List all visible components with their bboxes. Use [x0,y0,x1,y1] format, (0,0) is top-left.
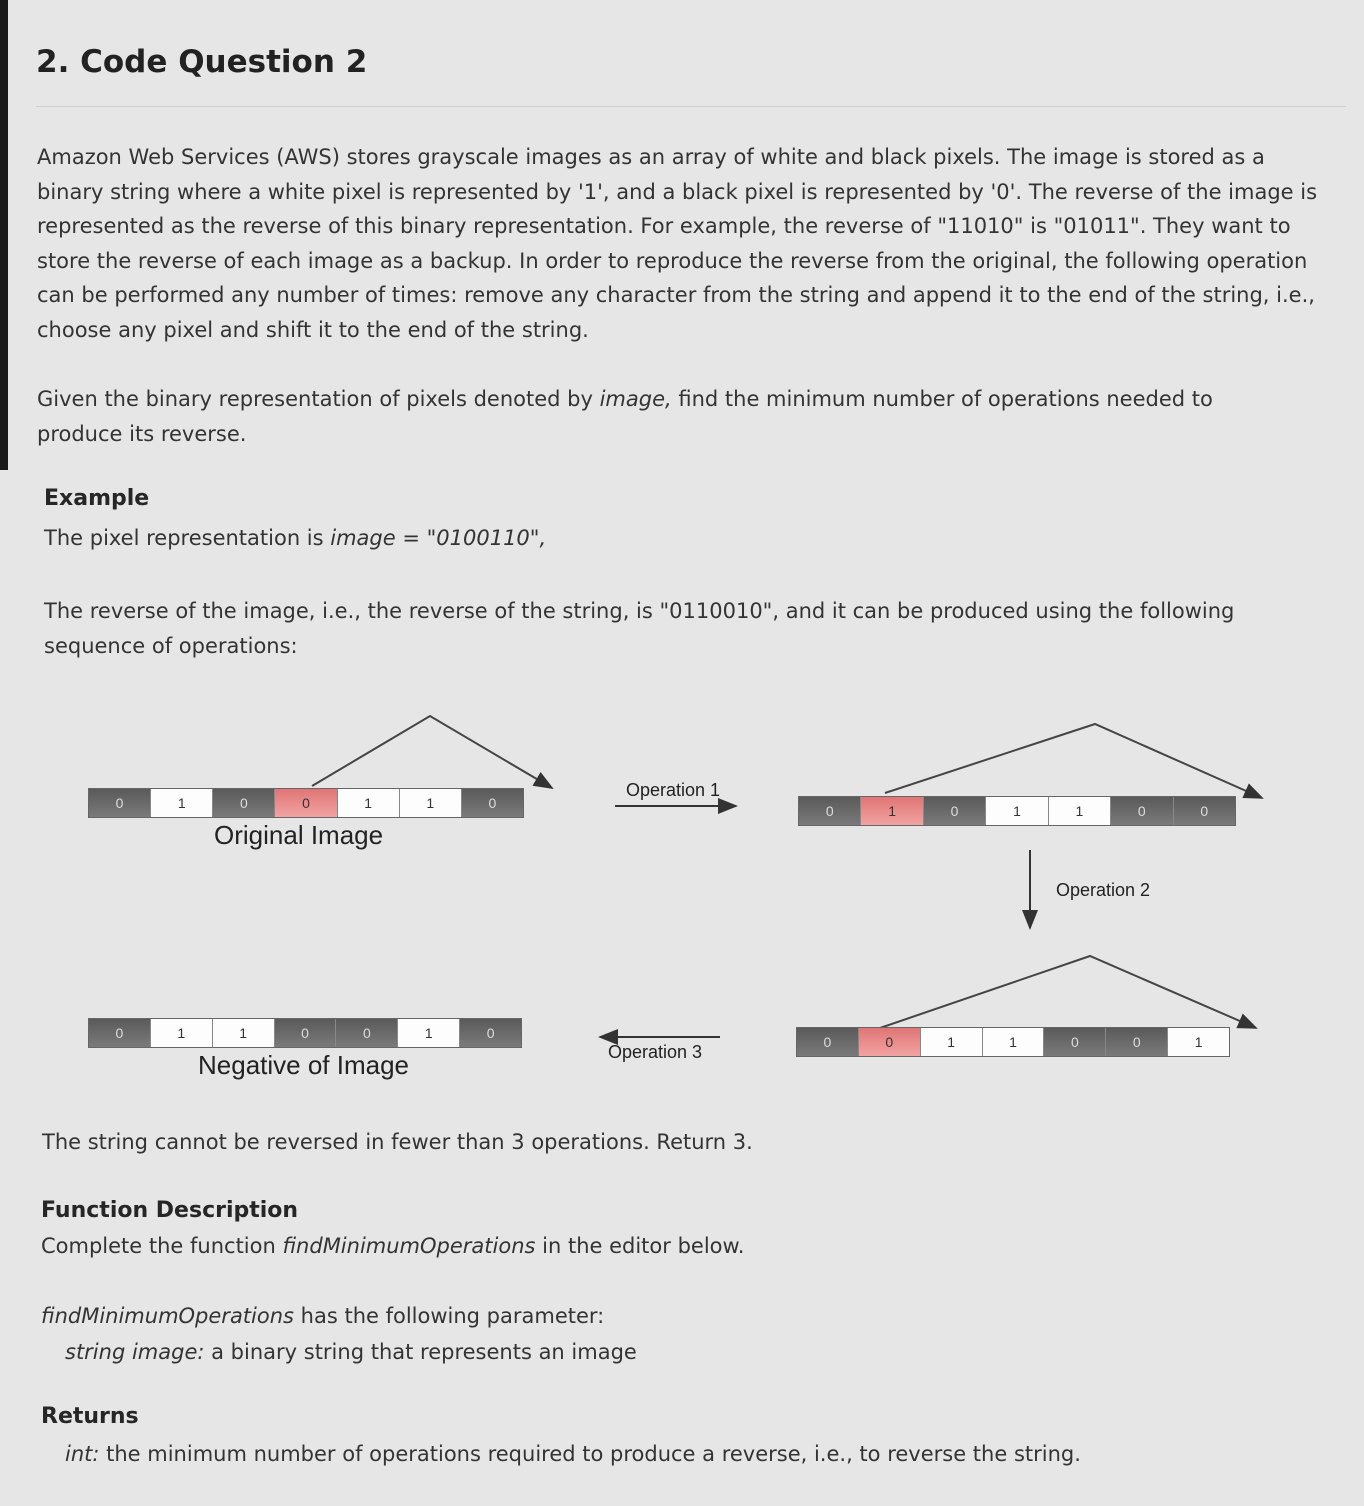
pixel-cell: 1 [399,789,461,817]
problem-intro: Amazon Web Services (AWS) stores grayscale images as an array of white and black pixels. The image is stored as a binary string where a white pixel is represented by '1', and a black pixel is represented by '0'. The reverse of the image is represented as the reverse of this binary representation. For example, the reverse of "11010" is "01011". They want to store the reverse of each image as a backup. In order to reproduce the reverse from the original, the following operation can be performed any number of times: remove any character from the string and append it to the end of the string, i.e., choose any pixel and shift it to the end of the string. [37,145,1318,342]
returns-heading: Returns [41,1404,139,1429]
original-image-label: Original Image [214,820,384,850]
pixel-cell: 0 [274,789,336,817]
pixel-cell: 0 [335,1019,397,1047]
pixel-cell: 1 [1167,1028,1229,1056]
parameter-intro [41,1304,604,1328]
pixel-cell: 0 [1110,797,1172,825]
example-code: image = "0100110", [330,526,547,550]
pixel-cell: 0 [1173,797,1235,825]
step2-strip [796,1027,1230,1057]
pixel-cell: 0 [459,1019,521,1047]
pixel-cell: 0 [1105,1028,1167,1056]
pixel-cell: 1 [920,1028,982,1056]
pixel-cell: 1 [150,789,212,817]
pixel-cell: 1 [397,1019,459,1047]
pixel-cell: 0 [274,1019,336,1047]
pixel-cell: 1 [212,1019,274,1047]
step1-strip [798,796,1236,826]
problem-statement [37,382,1277,451]
example-reverse-text: The reverse of the image, i.e., the reverse of the string, is "0110010", and it can be produced using the following sequence of operations: [44,599,1235,658]
original-image-strip [88,788,524,818]
operation3-label: Operation 3 [608,1042,703,1062]
pixel-cell: 0 [212,789,274,817]
pixel-cell: 1 [860,797,922,825]
param-text: a binary string that represents an image [204,1340,637,1364]
pixel-cell: 0 [461,789,523,817]
pixel-cell: 0 [797,1028,858,1056]
pixel-cell: 1 [337,789,399,817]
pixel-cell: 0 [799,797,860,825]
operations-diagram [0,700,1364,1100]
pixel-cell: 1 [150,1019,212,1047]
given-text-before: Given the binary representation of pixels denoted by [37,387,600,411]
example-line-before: The pixel representation is [44,526,331,550]
negative-image-label: Negative of Image [198,1050,410,1080]
parameter-line [65,1340,637,1364]
page-title: 2. Code Question 2 [36,44,368,80]
left-accent-bar [0,0,8,470]
param-function-name: findMinimumOperations [41,1304,294,1328]
given-term: image, [599,387,672,411]
operation2-label: Operation 2 [1056,880,1151,900]
param-term: string image: [65,1340,205,1364]
operation1-label: Operation 1 [626,780,721,800]
pixel-cell: 0 [1043,1028,1105,1056]
example-line [44,526,546,550]
negative-image-strip [88,1018,522,1048]
move-arc-step2 [880,956,1256,1028]
pixel-cell: 0 [89,1019,150,1047]
result-text: The string cannot be reversed in fewer than 3 operations. Return 3. [42,1130,753,1154]
move-arc-step1 [885,724,1262,798]
returns-desc: the minimum number of operations required to produce a reverse, i.e., to reverse the string. [99,1442,1081,1466]
function-description-heading: Function Description [41,1198,299,1223]
pixel-cell: 1 [982,1028,1044,1056]
pixel-cell: 0 [89,789,150,817]
returns-term: int: [65,1442,100,1466]
pixel-cell: 1 [1048,797,1110,825]
fd-function-name: findMinimumOperations [282,1234,536,1258]
pixel-cell: 0 [923,797,985,825]
example-heading: Example [44,486,150,511]
title-divider [36,106,1346,107]
move-arc-original [312,716,552,788]
pixel-cell: 1 [985,797,1047,825]
fd-text-after: in the editor below. [535,1234,745,1258]
function-description-text [41,1234,744,1258]
given-text-after: find the minimum number of operations needed to produce its reverse. [37,387,1213,446]
fd-text-before: Complete the function [41,1234,283,1258]
pixel-cell: 0 [858,1028,920,1056]
returns-text [65,1442,1081,1466]
param-intro-text: has the following parameter: [293,1304,605,1328]
